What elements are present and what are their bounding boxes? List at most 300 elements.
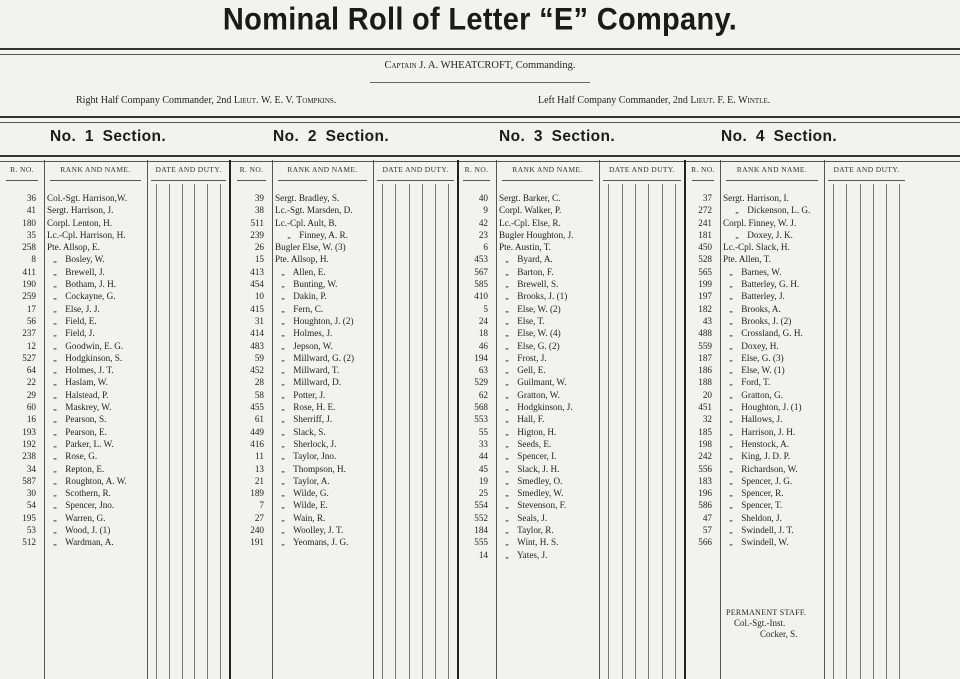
ditto-mark: „ bbox=[505, 316, 509, 326]
rank-and-name bbox=[499, 266, 554, 279]
regimental-number: 191 bbox=[250, 537, 264, 548]
regimental-number: 12 bbox=[26, 340, 36, 351]
regimental-number: 186 bbox=[698, 365, 712, 376]
table-row bbox=[686, 463, 909, 475]
name-text: Seals, J. bbox=[517, 512, 548, 523]
rank-and-name bbox=[275, 303, 323, 316]
regimental-number: 198 bbox=[698, 438, 712, 449]
table-row bbox=[231, 512, 458, 524]
ditto-mark: „ bbox=[53, 353, 57, 363]
name-text: Rose, H. E. bbox=[293, 402, 336, 413]
table-row bbox=[231, 229, 458, 241]
regimental-number: 240 bbox=[250, 525, 264, 536]
table-row bbox=[457, 364, 685, 376]
regimental-number: 63 bbox=[478, 365, 488, 376]
table-row bbox=[0, 487, 230, 499]
name-text: Barnes, W. bbox=[741, 266, 782, 277]
name-text: Spencer, I. bbox=[517, 451, 557, 462]
name-text: Millward, T. bbox=[293, 365, 340, 376]
rank-and-name bbox=[47, 487, 111, 500]
name-text: Yeomans, J. G. bbox=[292, 537, 349, 548]
ditto-mark: „ bbox=[729, 415, 733, 425]
rank-and-name bbox=[275, 192, 339, 204]
regimental-number: 239 bbox=[250, 229, 264, 240]
regimental-number: 54 bbox=[26, 500, 36, 511]
rank-and-name bbox=[499, 241, 551, 253]
name-text: Woolley, J. T. bbox=[293, 525, 344, 536]
table-row bbox=[457, 475, 685, 487]
name-text: Sherriff, J. bbox=[293, 414, 333, 425]
ditto-mark: „ bbox=[281, 501, 285, 511]
rank-and-name bbox=[499, 278, 558, 291]
regimental-number: 181 bbox=[698, 229, 712, 240]
table-row bbox=[457, 204, 685, 216]
rank-and-name bbox=[499, 524, 554, 537]
regimental-number: 566 bbox=[698, 537, 712, 548]
regimental-number: 450 bbox=[698, 242, 712, 253]
table-row bbox=[231, 463, 458, 475]
name-text: Holmes, J. bbox=[293, 328, 333, 339]
ditto-mark: „ bbox=[281, 353, 285, 363]
regimental-number: 556 bbox=[698, 463, 712, 474]
table-row bbox=[686, 413, 909, 425]
regimental-number: 259 bbox=[22, 291, 36, 302]
regimental-number: 413 bbox=[250, 266, 264, 277]
regimental-number: 18 bbox=[478, 328, 488, 339]
name-text: Parker, L. W. bbox=[65, 438, 114, 449]
ditto-mark: „ bbox=[729, 292, 733, 302]
table-row bbox=[231, 217, 458, 229]
rank-and-name bbox=[47, 438, 114, 451]
table-row bbox=[0, 426, 230, 438]
table-row bbox=[0, 290, 230, 302]
regimental-number: 62 bbox=[478, 389, 488, 400]
ditto-mark: „ bbox=[729, 513, 733, 523]
regimental-number: 190 bbox=[22, 279, 36, 290]
regimental-number: 16 bbox=[26, 414, 36, 425]
table-row bbox=[686, 438, 909, 450]
table-row bbox=[231, 266, 458, 278]
regimental-number: 14 bbox=[478, 549, 488, 560]
regimental-number: 567 bbox=[474, 266, 488, 277]
ditto-mark: „ bbox=[281, 390, 285, 400]
ditto-mark: „ bbox=[53, 267, 57, 277]
regimental-number: 238 bbox=[22, 451, 36, 462]
name-text: Roughton, A. W. bbox=[65, 475, 127, 486]
table-row bbox=[0, 536, 230, 548]
table-row bbox=[457, 352, 685, 364]
name-text: Byard, A. bbox=[517, 254, 553, 265]
regimental-number: 31 bbox=[254, 315, 264, 326]
rank-and-name bbox=[275, 266, 326, 279]
left-half-name: F. E. Wintle. bbox=[717, 95, 771, 106]
ditto-mark: „ bbox=[505, 329, 509, 339]
regimental-number: 59 bbox=[254, 352, 264, 363]
table-row bbox=[0, 364, 230, 376]
rank-and-name bbox=[723, 524, 794, 537]
regimental-number: 414 bbox=[250, 328, 264, 339]
table-row bbox=[0, 327, 230, 339]
column-header-rno: R. NO. bbox=[464, 165, 489, 174]
name-text: Taylor, A. bbox=[293, 475, 330, 486]
name-text: Wilde, E. bbox=[293, 500, 328, 511]
regimental-number: 555 bbox=[474, 537, 488, 548]
rank-and-name bbox=[723, 352, 784, 365]
regimental-number: 568 bbox=[474, 402, 488, 413]
regimental-number: 34 bbox=[26, 463, 36, 474]
ditto-mark: „ bbox=[281, 292, 285, 302]
ditto-mark: „ bbox=[729, 267, 733, 277]
name-text: Hall, F. bbox=[517, 414, 545, 425]
rank-and-name bbox=[499, 389, 560, 402]
table-row bbox=[231, 278, 458, 290]
name-text: Frost, J. bbox=[517, 352, 547, 363]
rank-and-name bbox=[499, 463, 559, 476]
regimental-number: 30 bbox=[26, 488, 36, 499]
table-row bbox=[457, 413, 685, 425]
regimental-number: 455 bbox=[250, 402, 264, 413]
rank-and-name bbox=[723, 475, 792, 488]
regimental-number: 552 bbox=[474, 512, 488, 523]
header-underline bbox=[377, 180, 454, 181]
ditto-mark: „ bbox=[281, 526, 285, 536]
table-row bbox=[231, 450, 458, 462]
regimental-number: 565 bbox=[698, 266, 712, 277]
name-text: Hallows, J. bbox=[741, 414, 783, 425]
ditto-mark: „ bbox=[729, 439, 733, 449]
table-row bbox=[231, 524, 458, 536]
name-text: Houghton, J. (2) bbox=[293, 315, 354, 326]
rank-and-name bbox=[499, 438, 551, 451]
table-row bbox=[686, 290, 909, 302]
table-row bbox=[231, 475, 458, 487]
table-row bbox=[686, 303, 909, 315]
table-row bbox=[457, 438, 685, 450]
name-text: Dakin, P. bbox=[293, 291, 327, 302]
table-row bbox=[231, 241, 458, 253]
ditto-mark: „ bbox=[729, 366, 733, 376]
rank-and-name bbox=[499, 487, 563, 500]
regimental-number: 23 bbox=[478, 229, 488, 240]
name-text: Sherlock, J. bbox=[293, 438, 337, 449]
rank-and-name bbox=[275, 487, 329, 500]
rank-and-name bbox=[275, 536, 348, 549]
name-text: Gratton, W. bbox=[517, 389, 560, 400]
table-row bbox=[686, 192, 909, 204]
name-text: Millward, D. bbox=[293, 377, 342, 388]
ditto-mark: „ bbox=[281, 280, 285, 290]
rank-and-name bbox=[275, 364, 339, 377]
table-row bbox=[686, 450, 909, 462]
rank-and-name bbox=[47, 266, 105, 279]
table-row bbox=[457, 499, 685, 511]
table-row bbox=[686, 426, 909, 438]
table-row bbox=[231, 487, 458, 499]
table-row bbox=[686, 364, 909, 376]
name-text: Bugler Else, W. (3) bbox=[275, 242, 346, 253]
ditto-mark: „ bbox=[729, 390, 733, 400]
rank-and-name bbox=[499, 536, 558, 549]
rank-and-name bbox=[47, 536, 114, 549]
ditto-mark: „ bbox=[729, 353, 733, 363]
table-row bbox=[0, 450, 230, 462]
rank-and-name bbox=[723, 487, 784, 500]
ditto-mark: „ bbox=[729, 489, 733, 499]
header-underline bbox=[463, 180, 490, 181]
table-row bbox=[686, 241, 909, 253]
regimental-number: 37 bbox=[702, 193, 712, 203]
rank-and-name bbox=[275, 401, 335, 414]
table-row bbox=[231, 253, 458, 265]
table-row bbox=[457, 340, 685, 352]
table-row bbox=[231, 438, 458, 450]
regimental-number: 35 bbox=[26, 229, 36, 240]
ditto-mark: „ bbox=[53, 538, 57, 548]
regimental-number: 272 bbox=[698, 205, 712, 216]
name-text: Spencer, R. bbox=[741, 488, 784, 499]
name-text: Pearson, S. bbox=[65, 414, 107, 425]
rank-and-name bbox=[275, 315, 354, 328]
table-row bbox=[0, 401, 230, 413]
regimental-number: 46 bbox=[478, 340, 488, 351]
name-text: Sergt. Barker, C. bbox=[499, 193, 561, 203]
regimental-number: 24 bbox=[478, 315, 488, 326]
regimental-number: 553 bbox=[474, 414, 488, 425]
regimental-number: 19 bbox=[478, 475, 488, 486]
name-text: Wain, R. bbox=[293, 512, 326, 523]
column-header-rno: R. NO. bbox=[691, 165, 715, 174]
ditto-mark: „ bbox=[505, 538, 509, 548]
ditto-mark: „ bbox=[505, 292, 509, 302]
ditto-mark: „ bbox=[505, 378, 509, 388]
ditto-mark: „ bbox=[729, 526, 733, 536]
regimental-number: 15 bbox=[254, 254, 264, 265]
name-text: Holmes, J. T. bbox=[65, 365, 114, 376]
header-underline bbox=[726, 180, 818, 181]
name-text: Bosley, W. bbox=[65, 254, 105, 265]
regimental-number: 529 bbox=[474, 377, 488, 388]
ditto-mark: „ bbox=[53, 366, 57, 376]
ditto-mark: „ bbox=[281, 316, 285, 326]
regimental-number: 199 bbox=[698, 279, 712, 290]
ditto-mark: „ bbox=[505, 341, 509, 351]
ditto-mark: „ bbox=[53, 489, 57, 499]
ditto-mark: „ bbox=[281, 378, 285, 388]
regimental-number: 17 bbox=[26, 303, 36, 314]
table-row bbox=[457, 463, 685, 475]
table-row bbox=[0, 217, 230, 229]
rank-and-name bbox=[499, 450, 556, 463]
ditto-mark: „ bbox=[53, 378, 57, 388]
rank-and-name bbox=[499, 229, 574, 241]
regimental-number: 184 bbox=[474, 525, 488, 536]
rank-and-name bbox=[723, 217, 796, 229]
column-header-rank-name: RANK AND NAME. bbox=[512, 165, 583, 174]
header-underline bbox=[692, 180, 714, 181]
rank-and-name bbox=[275, 290, 327, 303]
table-row bbox=[231, 536, 458, 548]
name-text: Harrison, J. H. bbox=[741, 426, 796, 437]
rank-and-name bbox=[723, 426, 795, 439]
table-row bbox=[686, 340, 909, 352]
section-4-table bbox=[686, 160, 909, 679]
regimental-number: 38 bbox=[254, 205, 264, 216]
ditto-mark: „ bbox=[53, 255, 57, 265]
ditto-mark: „ bbox=[505, 280, 509, 290]
rank-and-name bbox=[275, 241, 346, 253]
ditto-mark: „ bbox=[53, 280, 57, 290]
ditto-mark: „ bbox=[505, 439, 509, 449]
name-text: Spencer, J. G. bbox=[741, 475, 793, 486]
rank-and-name bbox=[499, 376, 567, 389]
regimental-number: 192 bbox=[22, 438, 36, 449]
name-text: Brooks, A. bbox=[741, 303, 781, 314]
ditto-mark: „ bbox=[729, 403, 733, 413]
regimental-number: 237 bbox=[22, 328, 36, 339]
column-header-rno: R. NO. bbox=[239, 165, 264, 174]
header-underline bbox=[151, 180, 226, 181]
section-1-table bbox=[0, 160, 230, 679]
right-half-name: W. E. V. Tompkins. bbox=[260, 95, 337, 106]
rank-and-name bbox=[723, 241, 790, 253]
ditto-mark: „ bbox=[729, 280, 733, 290]
table-row bbox=[0, 376, 230, 388]
table-row bbox=[457, 303, 685, 315]
header-underline bbox=[828, 180, 905, 181]
regimental-number: 451 bbox=[698, 402, 712, 413]
ditto-mark: „ bbox=[53, 526, 57, 536]
header-underline bbox=[6, 180, 38, 181]
regimental-number: 7 bbox=[259, 500, 264, 511]
section-3-title: No. 3 Section. bbox=[499, 128, 616, 145]
section-3-table bbox=[457, 160, 685, 679]
name-text: Pte. Allsop, E. bbox=[47, 242, 100, 253]
table-row bbox=[231, 290, 458, 302]
table-row bbox=[457, 278, 685, 290]
permanent-staff-rank: Col.-Sgt.-Inst. bbox=[734, 618, 786, 628]
name-text: Lc.-Cpl. Harrison, H. bbox=[47, 229, 126, 240]
regimental-number: 57 bbox=[702, 525, 712, 536]
rank-and-name bbox=[723, 266, 781, 279]
regimental-number: 9 bbox=[483, 205, 488, 216]
ditto-mark: „ bbox=[53, 501, 57, 511]
rank-and-name bbox=[47, 241, 100, 253]
table-row bbox=[457, 253, 685, 265]
rank-and-name bbox=[275, 204, 353, 216]
table-row bbox=[686, 524, 909, 536]
rank-and-name bbox=[47, 463, 104, 476]
rank-and-name bbox=[723, 438, 789, 451]
ditto-mark: „ bbox=[281, 304, 285, 314]
name-text: Field, J. bbox=[65, 328, 95, 339]
captain-line bbox=[0, 60, 960, 71]
ditto-mark: „ bbox=[729, 452, 733, 462]
regimental-number: 411 bbox=[22, 266, 36, 277]
rank-and-name bbox=[499, 340, 560, 353]
roll-rows bbox=[231, 192, 458, 549]
rank-and-name bbox=[723, 315, 791, 328]
rank-and-name bbox=[723, 512, 782, 525]
ditto-mark: „ bbox=[735, 230, 739, 240]
rank-and-name bbox=[47, 327, 95, 340]
name-text: Goodwin, E. G. bbox=[65, 340, 124, 351]
table-row bbox=[457, 549, 685, 561]
ditto-mark: „ bbox=[505, 526, 509, 536]
rank-and-name bbox=[47, 401, 111, 414]
name-text: Lc.-Sgt. Marsden, D. bbox=[275, 205, 353, 216]
table-row bbox=[0, 315, 230, 327]
rank-and-name bbox=[47, 499, 114, 512]
name-text: Spencer, T. bbox=[741, 500, 783, 511]
regimental-number: 58 bbox=[254, 389, 264, 400]
ditto-mark: „ bbox=[53, 415, 57, 425]
ditto-mark: „ bbox=[505, 267, 509, 277]
regimental-number: 10 bbox=[254, 291, 264, 302]
table-row bbox=[231, 376, 458, 388]
name-text: Lc.-Cpl. Else, R. bbox=[499, 217, 561, 228]
table-row bbox=[0, 524, 230, 536]
table-row bbox=[0, 192, 230, 204]
captain-prefix: Captain bbox=[384, 60, 417, 71]
table-row bbox=[686, 204, 909, 216]
table-row bbox=[231, 204, 458, 216]
rank-and-name bbox=[723, 327, 803, 340]
table-row bbox=[0, 499, 230, 511]
name-text: Else, W. (4) bbox=[517, 328, 561, 339]
table-row bbox=[457, 524, 685, 536]
rank-and-name bbox=[499, 303, 561, 316]
name-text: Henstock, A. bbox=[741, 438, 790, 449]
name-text: Else, T. bbox=[517, 315, 545, 326]
regimental-number: 554 bbox=[474, 500, 488, 511]
rank-and-name bbox=[47, 253, 105, 266]
table-row bbox=[231, 426, 458, 438]
rank-and-name bbox=[47, 475, 127, 488]
table-row bbox=[0, 229, 230, 241]
regimental-number: 47 bbox=[702, 512, 712, 523]
name-text: Cockayne, G. bbox=[65, 291, 116, 302]
rank-and-name bbox=[275, 499, 328, 512]
ditto-mark: „ bbox=[505, 304, 509, 314]
regimental-number: 36 bbox=[26, 193, 36, 203]
name-text: Doxey, H. bbox=[741, 340, 779, 351]
rank-and-name bbox=[499, 327, 561, 340]
regimental-number: 559 bbox=[698, 340, 712, 351]
table-row bbox=[457, 290, 685, 302]
regimental-number: 25 bbox=[478, 488, 488, 499]
table-row bbox=[457, 389, 685, 401]
name-text: Stevenson, F. bbox=[517, 500, 567, 511]
name-text: Bugler Houghton, J. bbox=[499, 229, 574, 240]
name-text: Pte. Austin, T. bbox=[499, 242, 551, 253]
regimental-number: 242 bbox=[698, 451, 712, 462]
name-text: Smedley, W. bbox=[517, 488, 564, 499]
left-half-rank: Lieut. bbox=[690, 95, 715, 106]
name-text: Else, J. J. bbox=[65, 303, 100, 314]
ditto-mark: „ bbox=[729, 378, 733, 388]
name-text: Barton, F. bbox=[517, 266, 554, 277]
ditto-mark: „ bbox=[281, 427, 285, 437]
table-row bbox=[231, 192, 458, 204]
name-text: Hodgkinson, J. bbox=[517, 402, 573, 413]
name-text: Pte. Allen, T. bbox=[723, 254, 771, 265]
table-row bbox=[0, 463, 230, 475]
name-text: Col.-Sgt. Harrison,W. bbox=[47, 193, 128, 203]
regimental-number: 527 bbox=[22, 352, 36, 363]
table-row bbox=[0, 253, 230, 265]
rank-and-name bbox=[499, 253, 553, 266]
rank-and-name bbox=[499, 364, 546, 377]
